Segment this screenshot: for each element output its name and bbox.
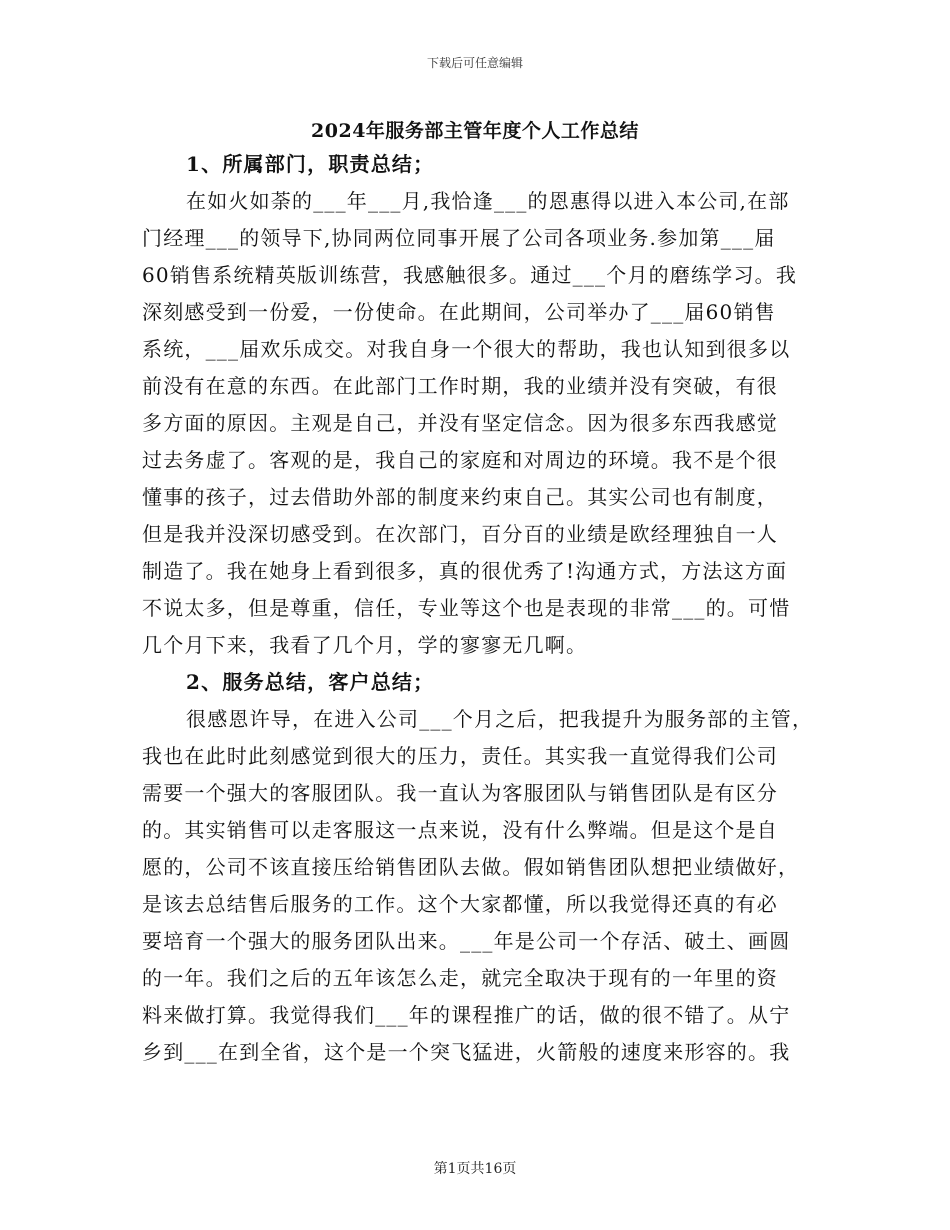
paragraph-line: 的。其实销售可以走客服这一点来说，没有什么弊端。但是这个是自 xyxy=(142,818,778,842)
paragraph-line: 是该去总结售后服务的工作。这个大家都懂，所以我觉得还真的有必 xyxy=(142,892,778,916)
paragraph-line: 门经理___的领导下,协同两位同事开展了公司各项业务.参加第___届 xyxy=(142,226,776,250)
paragraph-line: 但是我并没深切感受到。在次部门，百分百的业绩是欧经理独自一人 xyxy=(142,522,778,546)
paragraph-line: 懂事的孩子，过去借助外部的制度来约束自己。其实公司也有制度， xyxy=(142,485,778,509)
paragraph-line: 愿的，公司不该直接压给销售团队去做。假如销售团队想把业绩做好， xyxy=(142,855,800,879)
paragraph-line: 前没有在意的东西。在此部门工作时期，我的业绩并没有突破，有很 xyxy=(142,374,778,398)
section-heading-1: 1、所属部门，职责总结； xyxy=(186,152,435,176)
paragraph-line: 系统，___届欢乐成交。对我自身一个很大的帮助，我也认知到很多以 xyxy=(142,337,791,361)
page-footer: 第1页共16页 xyxy=(433,1161,517,1177)
paragraph-line: 几个月下来，我看了几个月，学的寥寥无几啊。 xyxy=(142,633,588,657)
paragraph-line: 的一年。我们之后的五年该怎么走，就完全取决于现有的一年里的资 xyxy=(142,966,778,990)
paragraph-line: 多方面的原因。主观是自己，并没有坚定信念。因为很多东西我感觉 xyxy=(142,411,778,435)
paragraph-line: 过去务虚了。客观的是，我自己的家庭和对周边的环境。我不是个很 xyxy=(142,448,778,472)
paragraph-line: 要培育一个强大的服务团队出来。___年是公司一个存活、破土、画圆 xyxy=(142,929,791,953)
paragraph-line: 60销售系统精英版训练营，我感触很多。通过___个月的磨练学习。我 xyxy=(142,263,798,287)
header-note: 下载后可任意编辑 xyxy=(426,56,523,70)
document-title: 2024年服务部主管年度个人工作总结 xyxy=(311,120,639,142)
paragraph-line: 乡到___在到全省，这个是一个突飞猛进，火箭般的速度来形容的。我 xyxy=(142,1040,791,1064)
paragraph-line: 我也在此时此刻感觉到很大的压力，责任。其实我一直觉得我们公司 xyxy=(142,744,778,768)
section-heading-2: 2、服务总结，客户总结； xyxy=(186,670,435,694)
paragraph-line: 很感恩许导，在进入公司___个月之后，把我提升为服务部的主管， xyxy=(186,707,814,731)
paragraph-line: 在如火如荼的___年___月,我恰逢___的恩惠得以进入本公司,在部 xyxy=(186,189,790,213)
paragraph-line: 不说太多，但是尊重，信任，专业等这个也是表现的非常___的。可惜 xyxy=(142,596,791,620)
paragraph-line: 需要一个强大的客服团队。我一直认为客服团队与销售团队是有区分 xyxy=(142,781,778,805)
paragraph-line: 制造了。我在她身上看到很多，真的很优秀了!沟通方式，方法这方面 xyxy=(142,559,788,583)
paragraph-line: 深刻感受到一份爱，一份使命。在此期间，公司举办了___届60销售 xyxy=(142,300,776,324)
paragraph-line: 料来做打算。我觉得我们___年的课程推广的话，做的很不错了。从宁 xyxy=(142,1003,791,1027)
